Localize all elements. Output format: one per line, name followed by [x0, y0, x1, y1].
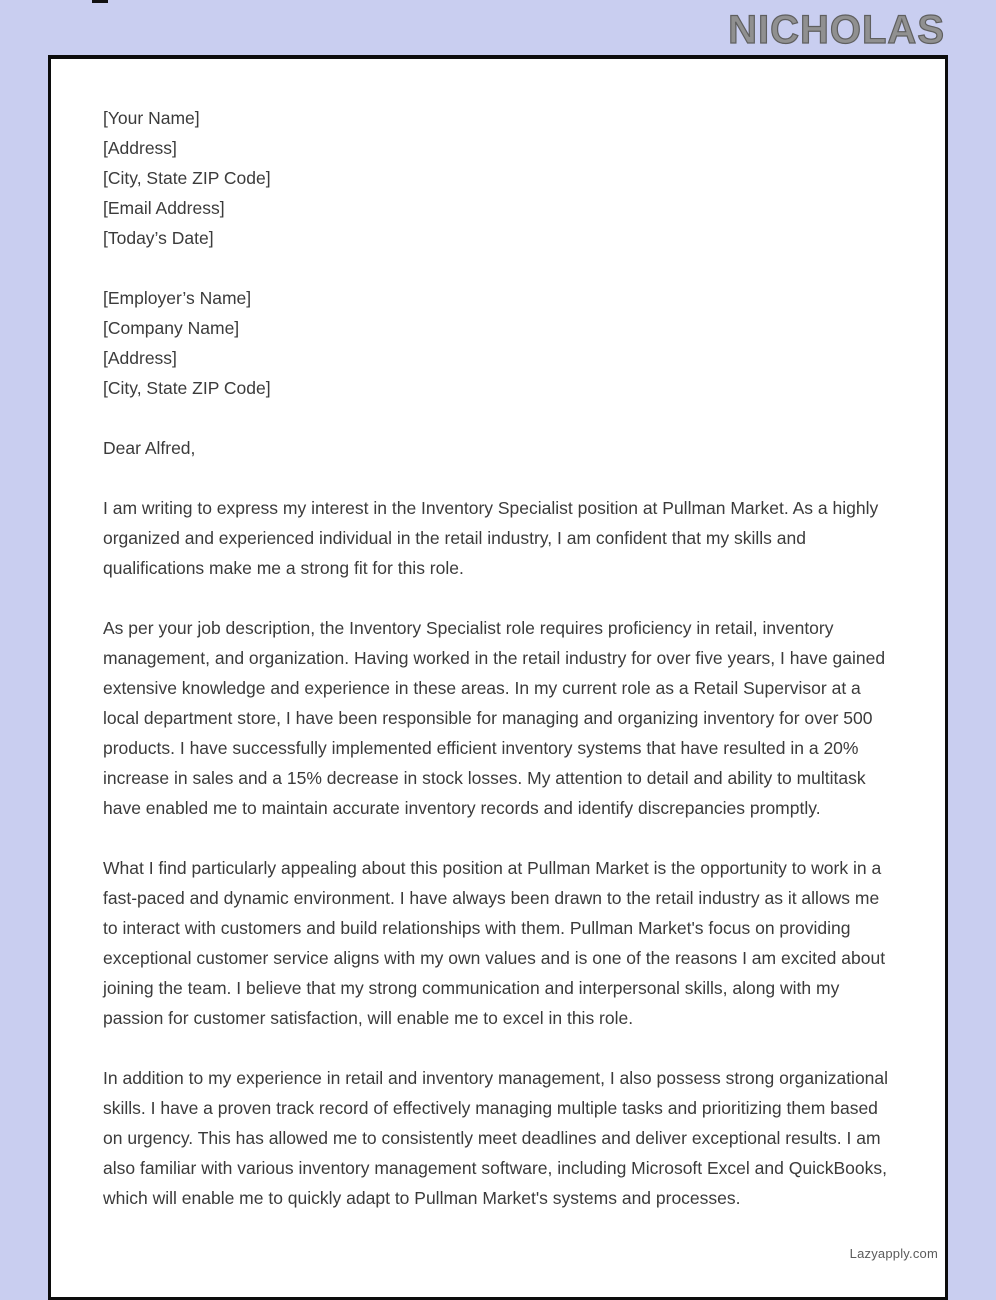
recipient-line: [Employer’s Name] [103, 288, 252, 308]
letter-paragraph: In addition to my experience in retail and inventory management, I also possess strong organizational skills. I have a proven track record of effectively managing multiple tasks and prioritizing them based on urgency. This has allowed me to consistently meet deadlines and deliver exceptional results. I am also familiar with various inventory management software, including Microsoft Excel and QuickBooks, which will enable me to quickly adapt to Pullman Market's systems and processes. [103, 1068, 889, 1208]
sender-line: [Today’s Date] [103, 228, 214, 248]
recipient-line: [Address] [103, 348, 177, 368]
cover-letter [103, 103, 893, 1213]
letter-paragraph: I am writing to express my interest in the Inventory Specialist position at Pullman Market. As a highly organized and experienced individual in the retail industry, I am confident that my skills and qualifications make me a strong fit for this role. [103, 498, 879, 578]
sender-line: [Your Name] [103, 108, 200, 128]
sender-line: [Address] [103, 138, 177, 158]
watermark-link: Lazyapply.com [849, 1246, 938, 1261]
letter-body [103, 493, 893, 1213]
top-edge-mark [92, 0, 108, 3]
recipient-address-block [103, 283, 893, 403]
brand-title: NICHOLAS [728, 8, 945, 52]
sender-line: [Email Address] [103, 198, 225, 218]
recipient-line: [Company Name] [103, 318, 240, 338]
recipient-line: [City, State ZIP Code] [103, 378, 271, 398]
letter-page [48, 55, 948, 1300]
salutation: Dear Alfred, [103, 438, 196, 458]
letter-paragraph: What I find particularly appealing about this position at Pullman Market is the opportunity to work in a fast-paced and dynamic environment. I have always been drawn to the retail industry as it allows me to interact with customers and build relationships with them. Pullman Market's focus on providing exceptional customer service aligns with my own values and is one of the reasons I am excited about joining the team. I believe that my strong communication and interpersonal skills, along with my passion for customer satisfaction, will enable me to excel in this role. [103, 858, 886, 1028]
sender-address-block [103, 103, 893, 253]
letter-paragraph: As per your job description, the Inventory Specialist role requires proficiency in retail, inventory management, and organization. Having worked in the retail industry for over five years, I have gained extensive knowledge and experience in these areas. In my current role as a Retail Supervisor at a local department store, I have been responsible for managing and organizing inventory for over 500 products. I have successfully implemented efficient inventory systems that have resulted in a 20% increase in sales and a 15% decrease in stock losses. My attention to detail and ability to multitask have enabled me to maintain accurate inventory records and identify discrepancies promptly. [103, 618, 886, 818]
sender-line: [City, State ZIP Code] [103, 168, 271, 188]
